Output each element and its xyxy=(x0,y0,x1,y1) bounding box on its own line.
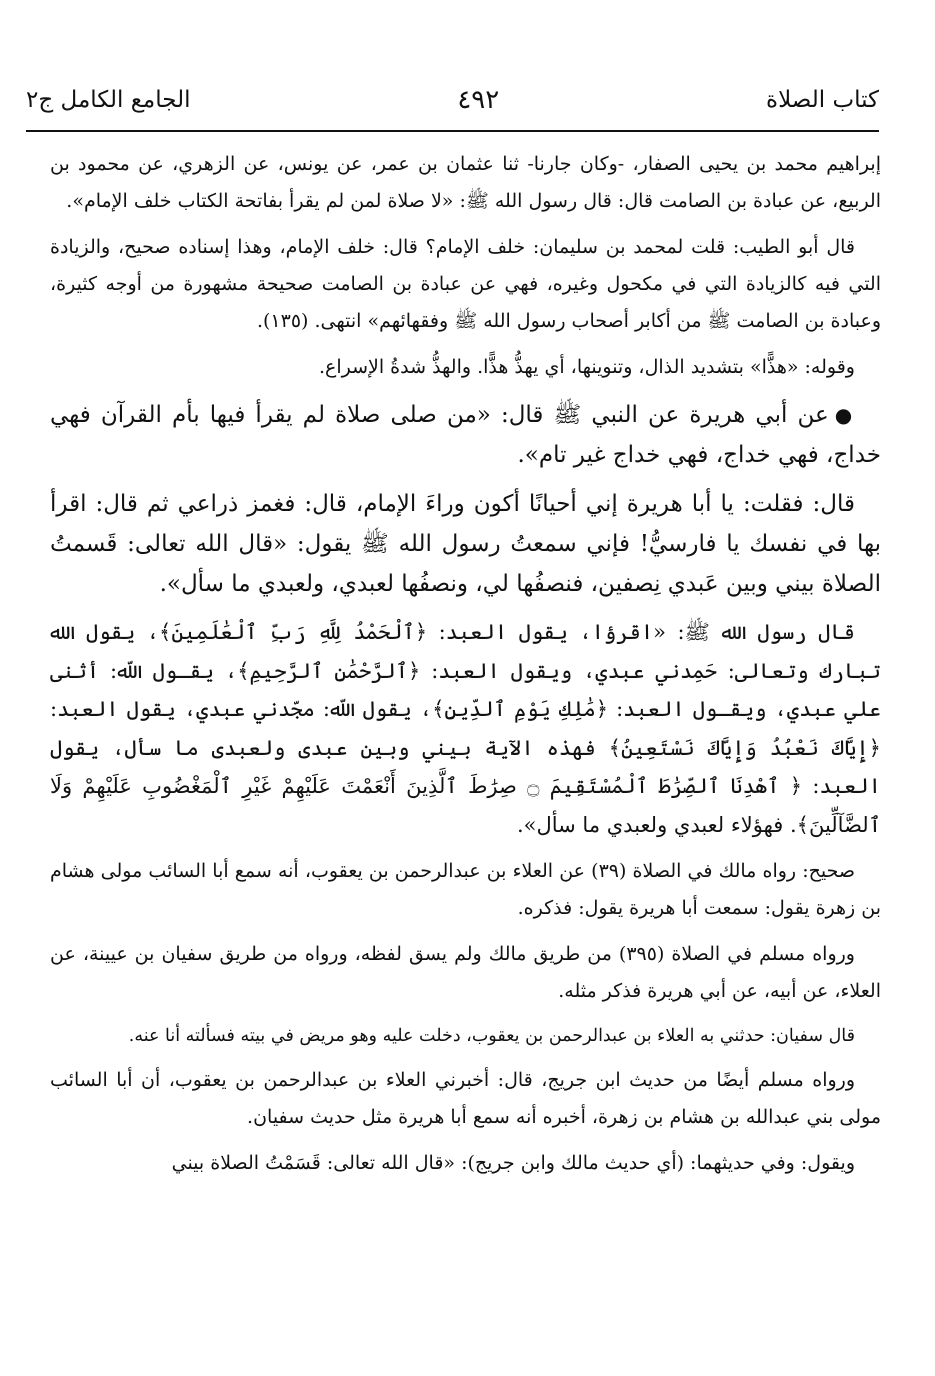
paragraph-hadith-continued: قال: فقلت: يا أبا هريرة إني أحيانًا أكون وراءَ الإمام، قال: فغمز ذراعي ثم قال: اقرأ بها في نفسك يا فارسيُّ! فإني سمعتُ رسول الله ﷺ يقول: «قال الله تعالى: قَسمتُ الصلاة بيني وبين عَبدي نِصفين، فنصفُها لي، ونصفُها لعبدي، ولعبدي ما سأل». xyxy=(50,491,881,597)
hadith-text: عن أبي هريرة عن النبي ﷺ قال: «من صلى صلاة لم يقرأ فيها بأم القرآن فهي خداج، فهي خداج، فهي خداج غير تام». xyxy=(50,402,881,468)
page-number: ٤٩٢ xyxy=(457,85,500,115)
header-divider xyxy=(26,130,879,132)
page-body xyxy=(50,146,881,1182)
paragraph-fatiha-division: قال رسول الله ﷺ: «اقرؤا، يقول العبد: ﴿ٱلْحَمْدُ لِلَّهِ رَبِّ ٱلْعَٰلَمِينَ﴾، يقول الله تبارك وتعالى: حَمِدني عبدي، ويقول العبد: ﴿ٱلرَّحْمَٰنِ ٱلرَّحِيمِ﴾، يقـول اللّه: أثنى علي عبدي، ويقـول العبد: ﴿مَٰلِكِ يَوْمِ ٱلدِّينِ﴾، يقول اللّه: مجّدني عبدي، يقول العبد: ﴿إِيَّاكَ نَعْبُدُ وَإِيَّاكَ نَسْتَعِينُ﴾ فهذه الآية بيني وبين عبدى ولعبدى ما سأل، يقول العبد: ﴿ ٱهْدِنَا ٱلصِّرَٰطَ ٱلْمُسْتَقِيمَ ۝ صِرَٰطَ ٱلَّذِينَ أَنْعَمْتَ عَلَيْهِمْ غَيْرِ ٱلْمَغْضُوبِ عَلَيْهِمْ وَلَا ٱلضَّآلِّينَ﴾. فهؤلاء لعبدي ولعبدي ما سأل». xyxy=(50,620,881,837)
header-book-title: الجامع الكامل ج٢ xyxy=(26,87,191,113)
bullet-marker: ● xyxy=(834,403,855,427)
paragraph-final-line: ويقول: وفي حديثهما: (أي حديث مالك وابن جريج): «قال الله تعالى: قَسَمْتُ الصلاة بيني xyxy=(171,1152,855,1174)
paragraph-word-note: وقوله: «هذًّا» بتشديد الذال، وتنوينها، أي يهذُّ هذًّا. والهذُّ شدةُ الإسراع. xyxy=(318,356,855,378)
paragraph-takhrij-malik: صحيح: رواه مالك في الصلاة (٣٩) عن العلاء بن عبدالرحمن بن يعقوب، أنه سمع أبا السائب مولى هشام بن زهرة يقول: سمعت أبا هريرة يقول: فذكره. xyxy=(50,860,881,919)
paragraph-hadith-main xyxy=(50,395,881,475)
paragraph-isnad: إبراهيم محمد بن يحيى الصفار، -وكان جارنا- ثنا عثمان بن عمر، عن يونس، عن الزهري، عن محمود بن الربيع، عن عبادة بن الصامت قال: قال رسول الله ﷺ: «لا صلاة لمن لم يقرأ بفاتحة الكتاب خلف الإمام». xyxy=(50,153,881,212)
paragraph-takhrij-muslim: ورواه مسلم في الصلاة (٣٩٥) من طريق مالك ولم يسق لفظه، ورواه من طريق سفيان بن عيينة، عن العلاء، عن أبيه، عن أبي هريرة فذكر مثله. xyxy=(50,943,881,1002)
paragraph-abu-tayyib: قال أبو الطيب: قلت لمحمد بن سليمان: خلف الإمام؟ قال: خلف الإمام، وهذا إسناده صحيح، والزيادة التي فيه كالزيادة التي في مكحول وغيره، فهي عن عبادة بن الصامت صحيحة مشهورة من أوجه كثيرة، وعبادة بن الصامت ﷺ من أكابر أصحاب رسول الله ﷺ وفقهائهم» انتهى. (١٣٥). xyxy=(50,236,881,332)
page-header xyxy=(26,76,879,124)
paragraph-sufyan-note: قال سفيان: حدثني به العلاء بن عبدالرحمن بن يعقوب، دخلت عليه وهو مريض في بيته فسألته أنا عنه. xyxy=(128,1026,855,1046)
paragraph-ibn-jurayj: ورواه مسلم أيضًا من حديث ابن جريج، قال: أخبرني العلاء بن عبدالرحمن بن يعقوب، أن أبا السائب مولى بني عبدالله بن هشام بن زهرة، أخبره أنه سمع أبا هريرة مثل حديث سفيان. xyxy=(50,1069,881,1128)
header-section-title: كتاب الصلاة xyxy=(766,87,879,113)
